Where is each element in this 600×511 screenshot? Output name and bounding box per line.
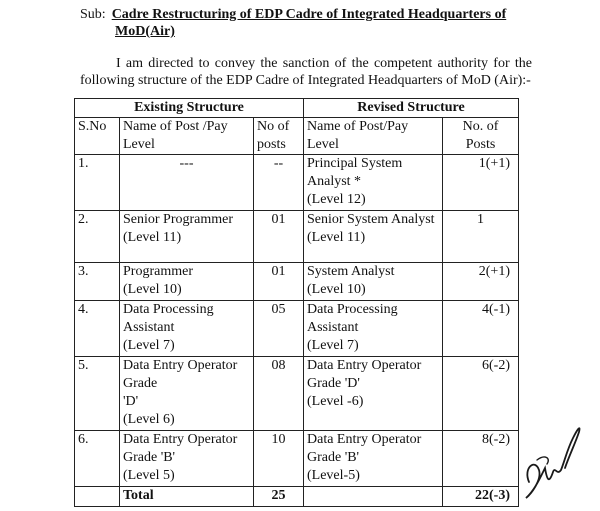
sno-cell: 3. xyxy=(75,263,120,301)
existing-post-cell: Senior Programmer (Level 11) xyxy=(120,211,254,263)
existing-post-cell: --- xyxy=(120,155,254,211)
revised-count-cell: 6(-2) xyxy=(443,357,519,431)
existing-post-cell: Data Entry Operator Grade 'B' (Level 5) xyxy=(120,431,254,487)
table-row xyxy=(75,211,519,263)
group-header-row xyxy=(75,99,519,118)
existing-structure-header: Existing Structure xyxy=(75,99,304,118)
existing-count-cell: 05 xyxy=(254,301,304,357)
sno-header: S.No xyxy=(75,118,120,155)
intro-paragraph: I am directed to convey the sanction of the competent authority for the following structure of the EDP Cadre of Integrated Headquarters of MoD (Air):- xyxy=(80,56,532,88)
handwritten-signature xyxy=(515,410,585,505)
table-row xyxy=(75,263,519,301)
existing-count-cell: -- xyxy=(254,155,304,211)
sno-cell: 4. xyxy=(75,301,120,357)
revised-post-cell: Data Entry Operator Grade 'D' (Level -6) xyxy=(304,357,443,431)
revised-count-header: No. of Posts xyxy=(443,118,519,155)
revised-post-cell: System Analyst (Level 10) xyxy=(304,263,443,301)
total-sno-cell xyxy=(75,487,120,507)
revised-structure-header: Revised Structure xyxy=(304,99,519,118)
subject-line xyxy=(80,6,550,40)
table-row xyxy=(75,431,519,487)
column-header-row xyxy=(75,118,519,155)
total-existing-count: 25 xyxy=(254,487,304,507)
existing-count-cell: 10 xyxy=(254,431,304,487)
revised-post-cell: Data Processing Assistant (Level 7) xyxy=(304,301,443,357)
existing-count-header: No of posts xyxy=(254,118,304,155)
revised-count-cell: 8(-2) xyxy=(443,431,519,487)
subject-prefix: Sub: xyxy=(80,7,106,22)
sno-cell: 2. xyxy=(75,211,120,263)
existing-post-cell: Data Entry Operator Grade 'D' (Level 6) xyxy=(120,357,254,431)
sno-cell: 1. xyxy=(75,155,120,211)
total-revised-count: 22(-3) xyxy=(443,487,519,507)
revised-count-cell: 1 xyxy=(443,211,519,263)
table-row xyxy=(75,301,519,357)
total-row xyxy=(75,487,519,507)
revised-post-cell: Principal System Analyst * (Level 12) xyxy=(304,155,443,211)
existing-count-cell: 08 xyxy=(254,357,304,431)
existing-post-cell: Data Processing Assistant (Level 7) xyxy=(120,301,254,357)
revised-post-header: Name of Post/Pay Level xyxy=(304,118,443,155)
table-row xyxy=(75,155,519,211)
existing-post-header: Name of Post /Pay Level xyxy=(120,118,254,155)
existing-post-cell: Programmer (Level 10) xyxy=(120,263,254,301)
existing-count-cell: 01 xyxy=(254,211,304,263)
revised-count-cell: 1(+1) xyxy=(443,155,519,211)
revised-count-cell: 2(+1) xyxy=(443,263,519,301)
cadre-structure-table xyxy=(74,98,519,507)
subject-title-continued: MoD(Air) xyxy=(115,24,175,39)
total-revised-post-cell xyxy=(304,487,443,507)
total-label: Total xyxy=(120,487,254,507)
subject-title: Cadre Restructuring of EDP Cadre of Integrated Headquarters of xyxy=(111,7,507,22)
sno-cell: 6. xyxy=(75,431,120,487)
revised-count-cell: 4(-1) xyxy=(443,301,519,357)
sno-cell: 5. xyxy=(75,357,120,431)
revised-post-cell: Data Entry Operator Grade 'B' (Level-5) xyxy=(304,431,443,487)
revised-post-cell: Senior System Analyst (Level 11) xyxy=(304,211,443,263)
table-row xyxy=(75,357,519,431)
existing-count-cell: 01 xyxy=(254,263,304,301)
